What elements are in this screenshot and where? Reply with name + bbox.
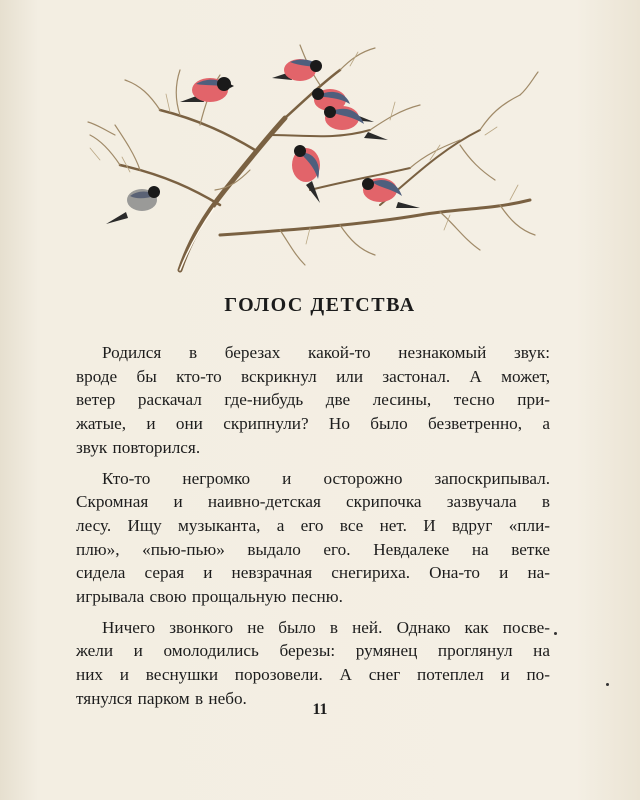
text-line: Ничего звонкого не было в ней. Однако как посве- <box>102 617 550 637</box>
paragraph <box>76 467 550 609</box>
text-line: игрывала свою прощальную песню. <box>76 587 343 607</box>
text-line: вроде бы кто-то вскрикнул или застонал. А может, <box>76 366 550 386</box>
text-line: сидела серая и невзрачная снегириха. Она-то и на- <box>76 563 550 583</box>
text-line: жели и омолодились березы: румянец проглянул на <box>76 641 550 661</box>
text-line: жатые, и они скрипнули? Но было безветренно, а <box>76 414 550 434</box>
text-line: Кто-то негромко и осторожно запоскрипывал. <box>102 468 550 488</box>
paragraph <box>76 341 550 460</box>
print-speck <box>554 632 557 635</box>
text-line: плю», «пью-пью» выдало его. Невдалеке на ветке <box>76 539 550 559</box>
paragraph <box>76 616 550 711</box>
text-line: Скромная и наивно-детская скрипочка зазвучала в <box>76 492 550 512</box>
bullfinches-on-birch-branches-icon <box>80 40 540 280</box>
text-line: ветер раскачал где-нибудь две лесины, тесно при- <box>76 390 550 410</box>
text-line: Родился в березах какой-то незнакомый звук: <box>102 343 550 362</box>
print-speck <box>606 683 609 686</box>
text-line: тянулся парком в небо. <box>76 688 247 708</box>
text-line: звук повторился. <box>76 437 201 457</box>
story-title: ГОЛОС ДЕТСТВА <box>224 294 416 316</box>
page-number: 11 <box>312 701 328 718</box>
text-line: лесу. Ищу музыканта, а его все нет. И вдруг «пли- <box>76 515 550 535</box>
story-text <box>76 341 550 718</box>
text-line: них и веснушки порозовели. А снег потеплел и по- <box>76 665 550 685</box>
